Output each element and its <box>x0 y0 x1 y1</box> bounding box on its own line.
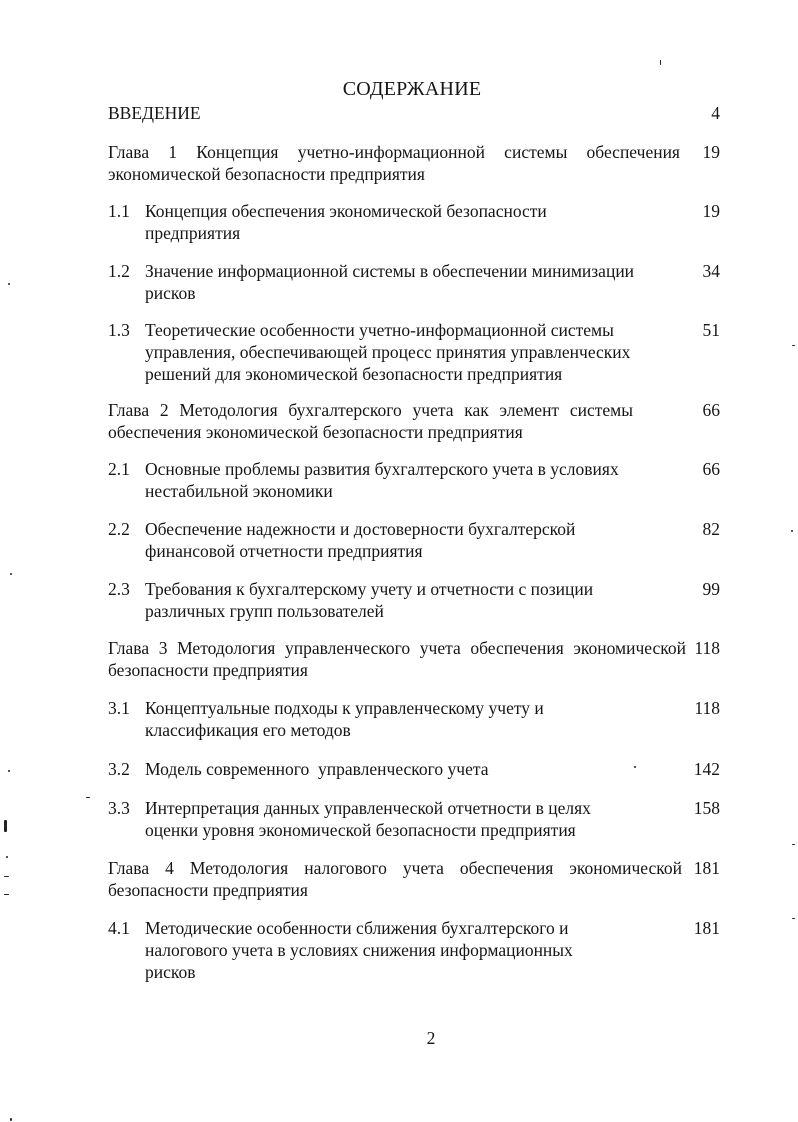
toc-entry-page: 82 <box>702 519 720 539</box>
toc-entry-number: 3.3 <box>108 798 130 818</box>
toc-entry-page: 142 <box>693 759 720 779</box>
toc-entry-page: 66 <box>702 400 720 420</box>
scan-speck <box>4 894 9 895</box>
scan-speck <box>4 820 7 832</box>
toc-entry-page: 19 <box>702 142 720 162</box>
scan-speck <box>8 283 10 285</box>
toc-entry-text: Обеспечение надежности и достоверности бухгалтерской финансовой отчетности предприятия <box>145 519 576 561</box>
scan-speck <box>6 856 8 858</box>
scan-speck <box>10 1118 12 1121</box>
toc-entry-number: 1.3 <box>108 320 130 340</box>
toc-entry-page: 99 <box>702 579 720 599</box>
toc-entry-number: 3.2 <box>108 759 130 779</box>
toc-entry-page: 118 <box>694 638 720 658</box>
toc-entry-text: Модель современного управленческого учета <box>145 759 489 779</box>
toc-title: СОДЕРЖАНИЕ <box>342 78 482 100</box>
toc-entry-section-3-2 <box>108 758 720 780</box>
toc-entry-text: Требования к бухгалтерскому учету и отчетности с позиции различных групп пользователей <box>145 579 594 621</box>
toc-entry-page: 4 <box>711 103 720 123</box>
scan-speck <box>10 573 12 575</box>
toc-entry-text: Интерпретация данных управленческой отчетности в целях оценки уровня экономической безопасности предприятия <box>145 798 591 840</box>
toc-entry-section-2-3 <box>108 578 720 622</box>
toc-entry-text: Значение информационной системы в обеспечении минимизации рисков <box>145 261 635 303</box>
toc-entry-number: 2.1 <box>108 459 130 479</box>
page-number: 2 <box>426 1028 436 1048</box>
scan-speck <box>791 530 793 532</box>
toc-entry-section-2-2 <box>108 518 720 562</box>
toc-entry-number: 3.1 <box>108 698 130 718</box>
scan-speck <box>792 918 795 919</box>
toc-entry-chapter-2 <box>108 399 720 443</box>
scan-speck <box>634 766 636 768</box>
toc-entry-page: 66 <box>702 459 720 479</box>
toc-entry-section-3-3 <box>108 797 720 841</box>
toc-entry-text: Концептуальные подходы к управленческому учету и классификация его методов <box>145 698 544 740</box>
toc-entry-section-1-2 <box>108 260 720 304</box>
toc-entry-page: 118 <box>694 698 720 718</box>
toc-entry-section-4-1 <box>108 917 720 983</box>
toc-entry-text: Теоретические особенности учетно-информационной системы управления, обеспечивающей процесс принятия управленческих решений для экономической безопасности предприятия <box>145 320 631 384</box>
toc-entry-text: ВВЕДЕНИЕ <box>108 103 201 123</box>
toc-entry-section-3-1 <box>108 697 720 741</box>
toc-entry-text: Глава 1 Концепция учетно-информационной системы обеспечения экономической безопасности предприятия <box>108 142 680 184</box>
toc-entry-text: Основные проблемы развития бухгалтерского учета в условиях нестабильной экономики <box>145 459 619 501</box>
toc-entry-number: 2.2 <box>108 519 130 539</box>
toc-entry-text: Глава 3 Методология управленческого учета обеспечения экономической безопасности предприятия <box>108 638 686 680</box>
toc-entry-section-2-1 <box>108 458 720 502</box>
toc-entry-page: 19 <box>702 201 720 221</box>
scan-speck <box>8 770 10 772</box>
toc-entry-text: Глава 4 Методология налогового учета обеспечения экономической безопасности предприятия <box>108 858 682 900</box>
scan-speck <box>792 844 795 845</box>
toc-entry-chapter-3 <box>108 637 720 681</box>
toc-entry-introduction <box>108 102 720 124</box>
toc-entry-section-1-3 <box>108 319 720 385</box>
scan-speck <box>792 345 795 346</box>
toc-entry-number: 4.1 <box>108 918 130 938</box>
scan-speck <box>86 797 90 798</box>
toc-entry-text: Глава 2 Методология бухгалтерского учета как элемент системы обеспечения экономической безопасности предприятия <box>108 400 633 442</box>
toc-entry-number: 2.3 <box>108 579 130 599</box>
toc-entry-text: Методические особенности сближения бухгалтерского и налогового учета в условиях снижения информационных рисков <box>145 918 573 982</box>
toc-entry-number: 1.2 <box>108 261 130 281</box>
toc-entry-page: 181 <box>693 858 720 878</box>
toc-entry-number: 1.1 <box>108 201 130 221</box>
scan-speck <box>4 876 9 877</box>
toc-entry-page: 34 <box>702 261 720 281</box>
scan-speck <box>660 60 661 65</box>
toc-entry-text: Концепция обеспечения экономической безопасности предприятия <box>145 201 547 243</box>
toc-entry-chapter-4 <box>108 857 720 901</box>
toc-entry-page: 158 <box>693 798 720 818</box>
toc-entry-page: 181 <box>693 918 720 938</box>
toc-entry-chapter-1 <box>108 141 720 185</box>
toc-entry-page: 51 <box>702 320 720 340</box>
toc-entry-section-1-1 <box>108 200 720 244</box>
